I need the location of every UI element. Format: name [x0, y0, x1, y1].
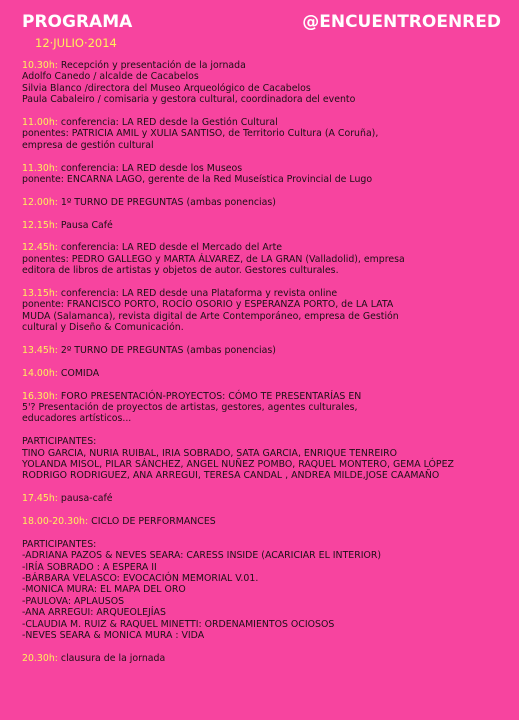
program-text: CICLO DE PERFORMANCES [91, 516, 216, 528]
program-item [22, 117, 512, 151]
program-text: Paula Cabaleiro / comisaria y gestora cultural, coordinadora del evento [22, 94, 356, 106]
program-text: editora de libros de artistas y objetos de autor. Gestores culturales. [22, 265, 339, 277]
program-text: clausura de la jornada [60, 652, 166, 664]
program-text: TINO GARCIA, NURIA RUIBAL, IRIA SOBRADO, SATA GARCIA, ENRIQUE TENREIRO [22, 447, 398, 459]
program-list [22, 60, 512, 676]
program-line: 14.00h: COMIDA [22, 367, 100, 379]
program-text: COMIDA [60, 367, 100, 379]
program-text: empresa de gestión cultural [22, 139, 154, 151]
program-text: YOLANDA MISOL, PILAR SÁNCHEZ, ANGEL NUÑEZ POMBO, RAQUEL MONTERO, GEMA LÓPEZ [22, 459, 454, 471]
program-item [22, 60, 512, 106]
program-line [22, 448, 512, 459]
program-text: Recepción y presentación de la jornada [60, 60, 246, 71]
header [0, 0, 519, 55]
program-item [22, 539, 512, 642]
program-time: 16.30h [22, 390, 55, 402]
program-time: 14.00h [22, 367, 55, 379]
program-text: ponente: ENCARNA LAGO, gerente de la Red Museística Provincial de Lugo [22, 174, 373, 186]
program-time: 12.45h [22, 242, 55, 254]
program-text: 5'? Presentación de proyectos de artistas, gestores, agentes culturales, [22, 402, 358, 414]
program-time: 18.00-20.30h [22, 516, 86, 528]
program-line [22, 174, 512, 185]
program-time: 12.00h [22, 196, 55, 208]
program-line [22, 402, 512, 413]
program-text: PARTICIPANTES: [22, 538, 97, 550]
program-text: PARTICIPANTES: [22, 436, 97, 448]
program-line: 11.00h: conferencia: LA RED desde la Gestión Cultural [22, 117, 278, 129]
program-line [22, 562, 512, 573]
program-item [22, 436, 512, 482]
page-title: PROGRAMA [22, 12, 133, 32]
program-text: conferencia: LA RED desde la Gestión Cultural [60, 117, 278, 129]
program-line: 18.00-20.30h: CICLO DE PERFORMANCES [22, 516, 216, 528]
program-text: conferencia: LA RED desde una Plataforma y revista online [60, 288, 338, 300]
twitter-handle: @ENCUENTROENRED [302, 12, 501, 32]
program-line [22, 550, 512, 561]
program-line [22, 584, 512, 595]
program-line: 16.30h: FORO PRESENTACIÓN-PROYECTOS: CÓMO TE PRESENTARÍAS EN [22, 390, 362, 402]
program-line: 10.30h: Recepción y presentación de la jornada [22, 60, 246, 71]
program-line: 13.45h: 2º TURNO DE PREGUNTAS (ambas ponencias) [22, 345, 276, 357]
program-text: conferencia: LA RED desde el Mercado del Arte [60, 242, 283, 254]
program-time: 20.30h [22, 652, 55, 664]
program-line: 12.00h: 1º TURNO DE PREGUNTAS (ambas ponencias) [22, 196, 276, 208]
program-line [22, 630, 512, 641]
program-text: pausa-café [60, 493, 113, 505]
program-line: 12.45h: conferencia: LA RED desde el Mercado del Arte [22, 242, 283, 254]
program-text: -IRÍA SOBRADO : A ESPERA II [22, 561, 157, 573]
program-line [22, 265, 512, 276]
program-line [22, 607, 512, 618]
program-text: RODRIGO RODRIGUEZ, ANA ARREGUI, TERESA CANDAL , ANDREA MILDE,JOSE CAAMAÑO [22, 470, 440, 482]
program-line: 12.15h: Pausa Café [22, 219, 113, 231]
program-time: 11.00h [22, 117, 55, 129]
program-text: ponentes: PATRICIA AMIL y XULIA SANTISO, de Territorio Cultura (A Coruña), [22, 128, 379, 140]
program-line: 13.15h: conferencia: LA RED desde una Plataforma y revista online [22, 288, 338, 300]
program-line: 20.30h: clausura de la jornada [22, 652, 166, 664]
program-text: ponente: FRANCISCO PORTO, ROCÍO OSORIO y ESPERANZA PORTO, de LA LATA [22, 299, 394, 311]
event-date: 12·JULIO·2014 [35, 36, 117, 50]
program-text: conferencia: LA RED desde los Museos [60, 162, 243, 174]
program-line [22, 94, 512, 105]
program-text: ponentes: PEDRO GALLEGO y MARTA ÁLVAREZ, de LA GRAN (Valladolid), empresa [22, 253, 405, 265]
program-time: 13.45h [22, 345, 55, 357]
program-time: 11.30h [22, 162, 55, 174]
program-line [22, 311, 512, 322]
program-line [22, 128, 512, 139]
program-text: Adolfo Canedo / alcalde de Cacabelos [22, 71, 199, 83]
program-item [22, 391, 512, 425]
program-line [22, 322, 512, 333]
program-text: -ANA ARREGUI: ARQUEOLEJÍAS [22, 607, 166, 619]
program-text: -CLAUDIA M. RUIZ & RAQUEL MINETTI: ORDENAMIENTOS OCIOSOS [22, 618, 335, 630]
program-line: 11.30h: conferencia: LA RED desde los Museos [22, 162, 243, 174]
program-time: 17.45h [22, 493, 55, 505]
program-text: Pausa Café [60, 219, 113, 231]
program-line [22, 71, 512, 82]
program-text: -MONICA MURA: EL MAPA DEL ORO [22, 584, 186, 596]
program-text: FORO PRESENTACIÓN-PROYECTOS: CÓMO TE PRESENTARÍAS EN [60, 390, 362, 402]
program-text: MUDA (Salamanca), revista digital de Arte Contemporáneo, empresa de Gestión [22, 310, 399, 322]
program-text: -NEVES SEARA & MONICA MURA : VIDA [22, 630, 205, 642]
program-item [22, 653, 512, 664]
program-line [22, 140, 512, 151]
program-line [22, 459, 512, 470]
program-item [22, 368, 512, 379]
program-text: Silvia Blanco /directora del Museo Arqueológico de Cacabelos [22, 82, 311, 94]
program-time: 13.15h [22, 288, 55, 300]
program-line: 17.45h: pausa-café [22, 493, 113, 505]
program-line [22, 619, 512, 630]
program-text: 1º TURNO DE PREGUNTAS (ambas ponencias) [60, 196, 276, 208]
program-item [22, 220, 512, 231]
program-item [22, 242, 512, 276]
program-text: educadores artísticos... [22, 413, 132, 425]
program-item [22, 493, 512, 504]
program-line [22, 539, 512, 550]
program-text: 2º TURNO DE PREGUNTAS (ambas ponencias) [60, 345, 276, 357]
program-line [22, 470, 512, 481]
program-text: -PAULOVA: APLAUSOS [22, 595, 125, 607]
program-time: 12.15h [22, 219, 55, 231]
program-line [22, 83, 512, 94]
program-item [22, 516, 512, 527]
program-line [22, 573, 512, 584]
program-item [22, 163, 512, 186]
program-line [22, 254, 512, 265]
program-text: -ADRIANA PAZOS & NEVES SEARA: CARESS INSIDE (ACARICIAR EL INTERIOR) [22, 550, 382, 562]
program-line [22, 596, 512, 607]
program-text: cultural y Diseño & Comunicación. [22, 322, 184, 334]
program-item [22, 345, 512, 356]
program-item [22, 197, 512, 208]
program-item [22, 288, 512, 334]
program-text: -BÁRBARA VELASCO: EVOCACIÓN MEMORIAL V.01. [22, 573, 259, 585]
program-line [22, 413, 512, 424]
program-line [22, 299, 512, 310]
program-line [22, 436, 512, 447]
program-time: 10.30h [22, 60, 55, 71]
